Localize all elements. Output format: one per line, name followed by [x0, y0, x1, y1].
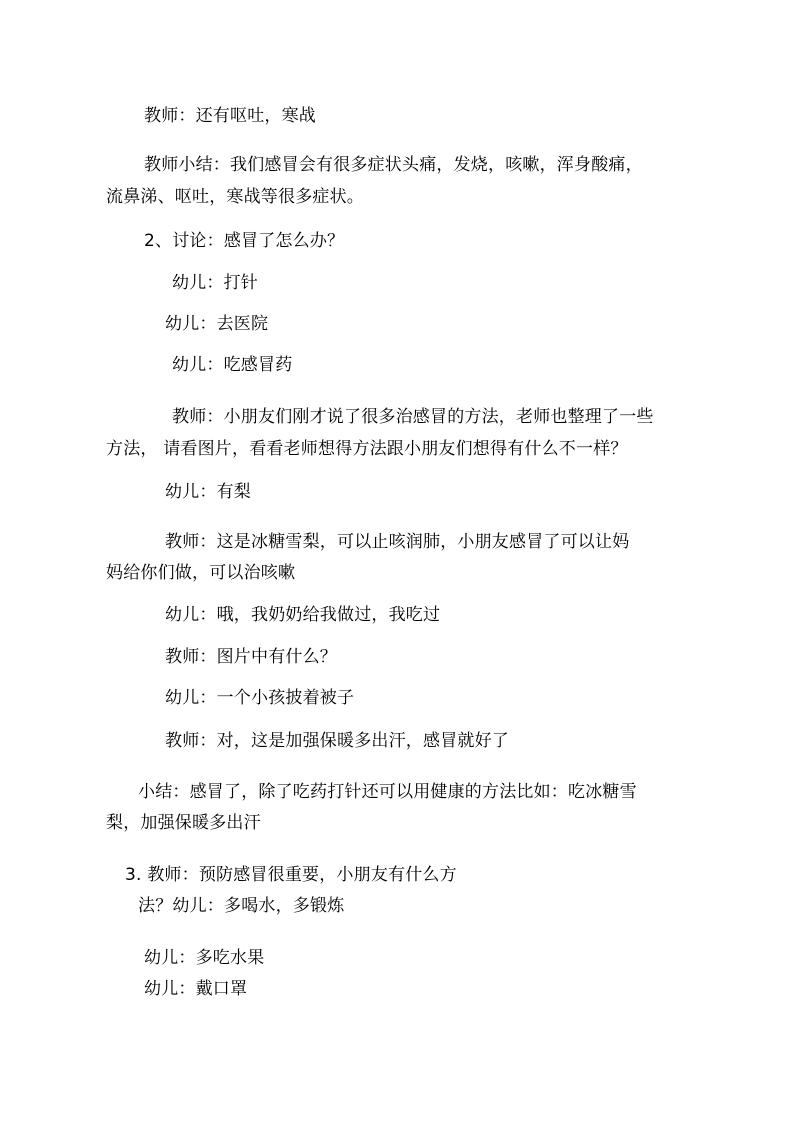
paragraph-line: 教师：图片中有什么？ [165, 647, 337, 667]
paragraph-line: 法？幼儿：多喝水，多锻炼 [138, 896, 345, 916]
paragraph-line: 教师：小朋友们刚才说了很多治感冒的方法，老师也整理了一些 [172, 407, 654, 427]
paragraph-line: 幼儿：哦，我奶奶给我做过，我吃过 [165, 605, 441, 625]
paragraph-line: 幼儿：有梨 [165, 482, 251, 502]
paragraph-line: 教师：对，这是加强保暖多出汗，感冒就好了 [165, 731, 509, 751]
paragraph-line: 幼儿：一个小孩披着被子 [165, 688, 355, 708]
paragraph-line: 幼儿：吃感冒药 [172, 355, 293, 375]
paragraph-line: 妈给你们做，可以治咳嗽 [106, 563, 296, 583]
paragraph-line: 小结：感冒了，除了吃药打针还可以用健康的方法比如：吃冰糖雪 [138, 782, 637, 802]
paragraph-line: 教师小结：我们感冒会有很多症状头痛，发烧，咳嗽，浑身酸痛， [144, 155, 643, 175]
paragraph-line: 幼儿：去医院 [165, 314, 269, 334]
paragraph-line: 2、讨论：感冒了怎么办？ [144, 231, 345, 251]
paragraph-line: 幼儿：多吃水果 [144, 948, 265, 968]
paragraph-line: 教师：还有呕吐，寒战 [144, 106, 316, 126]
paragraph-line: 幼儿：打针 [172, 273, 258, 293]
paragraph-line: 教师：这是冰糖雪梨，可以止咳润肺，小朋友感冒了可以让妈 [165, 532, 630, 552]
paragraph-line: 幼儿：戴口罩 [144, 979, 248, 999]
paragraph-line: 方法， 请看图片，看看老师想得方法跟小朋友们想得有什么不一样？ [106, 439, 628, 459]
paragraph-line: 3. 教师：预防感冒很重要，小朋友有什么方 [125, 865, 457, 885]
paragraph-line: 梨，加强保暖多出汗 [106, 813, 261, 833]
paragraph-line: 流鼻涕、呕吐，寒战等很多症状。 [106, 187, 364, 207]
